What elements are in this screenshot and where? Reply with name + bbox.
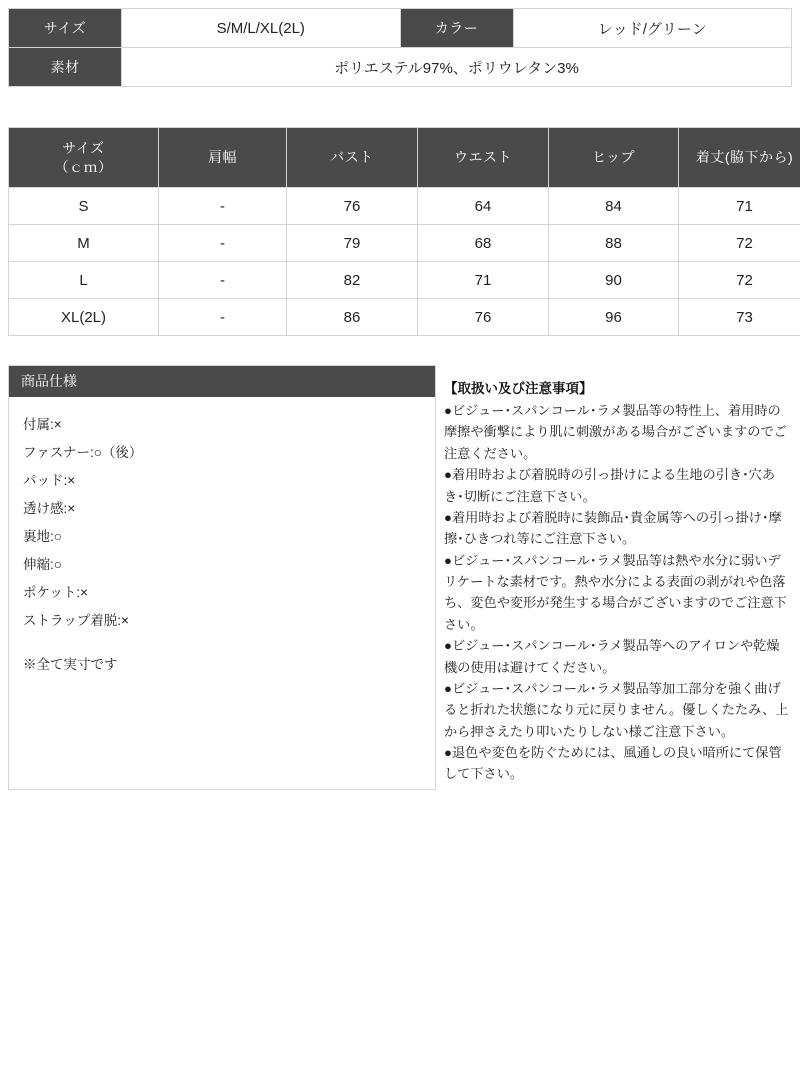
size-chart-header-length: 着丈(脇下から) (679, 128, 800, 188)
size-cell-hip: 96 (549, 299, 679, 336)
list-item: 透け感:× (23, 500, 76, 516)
product-spec-panel-title: 商品仕様 (9, 366, 435, 397)
size-cell-length: 71 (679, 188, 800, 225)
table-row (9, 225, 800, 262)
size-cell-hip: 90 (549, 262, 679, 299)
size-cell-shoulder: - (159, 262, 287, 299)
list-item: ストラップ着脱:× (23, 612, 129, 628)
size-cell-waist: 68 (418, 225, 549, 262)
spec-label-color: カラー (400, 9, 513, 48)
size-cell-waist: 64 (418, 188, 549, 225)
care-notice-panel (444, 377, 792, 785)
product-spec-panel (8, 365, 436, 790)
spacer (23, 635, 421, 651)
spec-label-size: サイズ (9, 9, 122, 48)
spec-value-material: ポリエステル97%、ポリウレタン3% (122, 48, 792, 87)
list-item: ●ビジュー･スパンコール･ラメ製品等の特性上、着用時の摩擦や衝撃により肌に刺激がある場合がございますのでご注意ください。 (444, 403, 787, 461)
table-row (9, 48, 792, 87)
size-cell-bust: 79 (287, 225, 418, 262)
list-item: ●着用時および着脱時に装飾品･貴金属等への引っ掛け･摩擦･ひきつれ等にご注意下さい。 (444, 509, 782, 547)
size-header-line1: サイズ (62, 139, 105, 156)
size-chart-header-waist: ウエスト (418, 128, 549, 188)
product-spec-panel-body (9, 397, 435, 678)
size-chart-header-size (9, 128, 159, 188)
size-chart-header-bust: バスト (287, 128, 418, 188)
size-cell-name: XL(2L) (9, 299, 159, 336)
size-cell-shoulder: - (159, 188, 287, 225)
size-chart-header-hip: ヒップ (549, 128, 679, 188)
size-cell-bust: 82 (287, 262, 418, 299)
product-spec-footnote: ※全て実寸です (23, 656, 118, 672)
list-item: ●ビジュー･スパンコール･ラメ製品等は熱や水分に弱いデリケートな素材です。熱や水分による表面の剥がれや色落ち、変色や変形が発生する場合がございますのでご注意下さい。 (444, 552, 787, 632)
size-cell-bust: 86 (287, 299, 418, 336)
spec-value-color: レッド/グリーン (513, 9, 792, 48)
size-cell-bust: 76 (287, 188, 418, 225)
size-cell-length: 73 (679, 299, 800, 336)
list-item: パッド:× (23, 472, 76, 488)
size-cell-shoulder: - (159, 225, 287, 262)
list-item: ●退色や変色を防ぐためには、風通しの良い暗所にて保管して下さい。 (444, 745, 782, 782)
size-chart-table (8, 127, 800, 336)
size-chart-header-shoulder: 肩幅 (159, 128, 287, 188)
spec-label-material: 素材 (9, 48, 122, 87)
list-item: ファスナー:○（後） (23, 444, 143, 460)
size-cell-length: 72 (679, 225, 800, 262)
care-notice-list (444, 400, 792, 785)
spec-value-size: S/M/L/XL(2L) (122, 9, 401, 48)
list-item: 裏地:○ (23, 528, 62, 544)
table-row (9, 299, 800, 336)
size-cell-hip: 84 (549, 188, 679, 225)
care-notice-title: 【取扱い及び注意事項】 (444, 381, 593, 396)
list-item: 付属:× (23, 417, 62, 432)
size-cell-waist: 71 (418, 262, 549, 299)
list-item: ●ビジュー･スパンコール･ラメ製品等へのアイロンや乾燥機の使用は避けてください。 (444, 638, 780, 675)
size-cell-shoulder: - (159, 299, 287, 336)
size-header-line2: （ｃｍ） (54, 158, 113, 175)
size-cell-name: L (9, 262, 159, 299)
list-item: ●ビジュー･スパンコール･ラメ製品等加工部分を強く曲げると折れた状態になり元に戻りません。優しくたたみ、上から押さえたり叩いたりしない様ご注意下さい。 (444, 680, 789, 739)
list-item: ポケット:× (23, 584, 88, 600)
table-row (9, 9, 792, 48)
table-row (9, 188, 800, 225)
product-spec-summary-table (8, 8, 792, 87)
size-cell-waist: 76 (418, 299, 549, 336)
table-header-row (9, 128, 800, 188)
size-cell-hip: 88 (549, 225, 679, 262)
size-cell-name: M (9, 225, 159, 262)
list-item: 伸縮:○ (23, 556, 62, 572)
size-cell-name: S (9, 188, 159, 225)
list-item: ●着用時および着脱時の引っ掛けによる生地の引き･穴あき･切断にご注意下さい。 (444, 467, 776, 504)
size-cell-length: 72 (679, 262, 800, 299)
table-row (9, 262, 800, 299)
